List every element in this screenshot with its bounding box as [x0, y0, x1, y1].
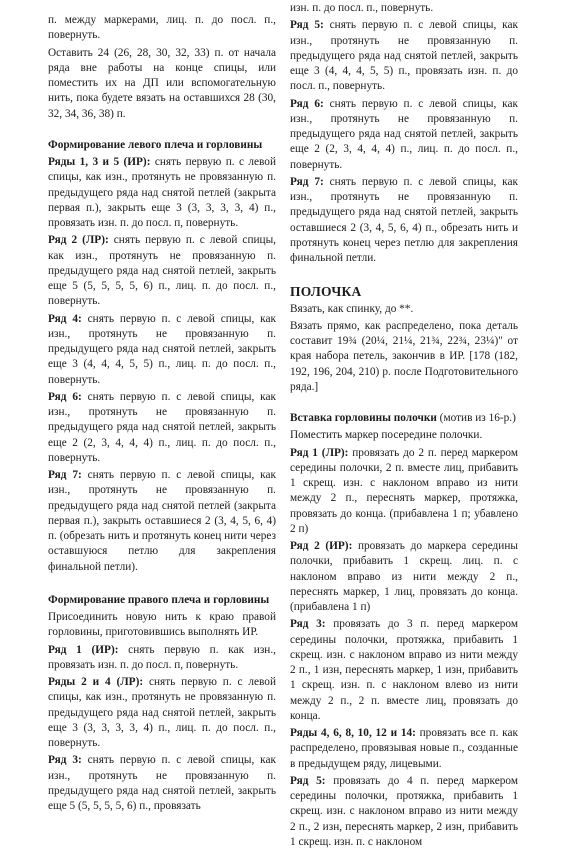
heading-bold: Вставка горловины полочки [290, 412, 437, 424]
row-label: Ряд 2 (ИР): [290, 540, 353, 552]
instruction-row [48, 643, 276, 674]
paragraph: Вязать, как спинку, до **. [290, 302, 414, 315]
row-text: снять первую п. с левой спицы, как изн., протянуть не провязанную п. предыдущего ряда над снятой петлей, закрыть еще 5 (5, 5, 5, 5, 6) п., провязать [48, 754, 276, 812]
right-column [290, 1, 518, 852]
paragraph: Вязать прямо, как распределено, пока деталь составит 19¾ (20¼, 21¼, 21¾, 22¾, 23¼)" от края набора петель, закончив в ИР. [178 (182, 192, 196, 204, 210) р. после Подготовительного ряда.] [290, 319, 518, 393]
row-label: Ряд 5: [290, 19, 324, 32]
instruction-row [290, 726, 518, 772]
row-text: провязать до 3 п. перед маркером середины полочки, протяжка, прибавить 1 скрещ. изн. с наклоном вправо из нити между 2 п., 1 изн, переснять маркер, 1 изн, прибавить 1 скрещ. изн. п. с наклоном влево из нити между 2 п., 2 п. вместе лиц, провязать до конца. [290, 618, 518, 722]
instruction-row [290, 539, 518, 615]
row-label: Ряд 7: [48, 469, 82, 481]
instruction-row [48, 753, 276, 814]
paragraph: Присоединить новую нить к краю правой горловины, приготовившись выполнять ИР. [48, 611, 276, 639]
row-label: Ряд 6: [48, 390, 82, 403]
instruction-row [290, 175, 518, 267]
section-title: ПОЛОЧКА [290, 284, 362, 300]
row-label: Ряд 7: [290, 175, 324, 188]
row-label: Ряды 4, 6, 8, 10, 12 и 14: [290, 727, 416, 739]
row-text: снять первую п. с левой спицы, как изн., протянуть не провязанную п. предыдущего ряда над снятой петлей, закрыть еще 2 (2, 3, 4, 4, 4) п., лиц. п. до посл. п., повернуть. [290, 97, 518, 171]
paragraph: п. между маркерами, лиц. п. до посл. п., повернуть. [48, 14, 276, 42]
row-text: снять первую п. с левой спицы, как изн., протянуть не провязанную п. предыдущего ряда над снятой петлей, закрыть еще 2 (2, 3, 4, 4, 4) п., лиц. п. до посл. п., повернуть. [48, 390, 276, 464]
instruction-row [48, 468, 276, 575]
row-text: снять первую п. с левой спицы, как изн., протянуть не провязанную п. предыдущего ряда над снятой петлей, закрыть еще 3 (4, 4, 4, 5, 5) п., лиц. п. до посл. п., повернуть. [48, 312, 276, 386]
row-text: провязать до 2 п. перед маркером середины полочки, 2 п. вместе лиц, прибавить 1 скрещ. изн. с наклоном вправо из нити между 2 п., переснять маркер, протяжка, провязать до конца. (прибавлена 1 п; убавлено 2 п) [290, 446, 518, 535]
row-label: Ряды 2 и 4 (ЛР): [48, 676, 144, 688]
row-label: Ряд 1 (ИР): [48, 643, 119, 656]
row-label: Ряды 1, 3 и 5 (ИР): [48, 156, 151, 168]
paragraph: Поместить маркер посередине полочки. [290, 429, 483, 442]
row-label: Ряд 1 (ЛР): [290, 446, 349, 459]
row-label: Ряд 3: [48, 754, 82, 767]
instruction-row [290, 617, 518, 724]
row-label: Ряд 4: [48, 312, 82, 325]
row-label: Ряд 5: [290, 774, 326, 787]
instruction-row [48, 675, 276, 751]
row-text: снять первую п. с левой спицы, как изн., протянуть не провязанную п. предыдущего ряда над снятой петлей, закрыть еще 3 (4, 4, 4, 5, 5) п., провязать изн. п. до посл. п., повернуть. [290, 19, 518, 93]
instruction-row [290, 97, 518, 173]
paragraph: Оставить 24 (26, 28, 30, 32, 33) п. от начала ряда вне работы на конце спицы, или поместить их на ДП или вспомогательную нить, пока будете вязать на оставшихся 28 (30, 32, 34, 36, 38) п. [48, 46, 276, 120]
row-text: провязать все п. как распределено, провязывая новые п., созданные в предыдущем ряду, лицевыми. [290, 727, 518, 770]
instruction-row [48, 312, 276, 388]
row-label: Ряд 2 (ЛР): [48, 234, 109, 247]
instruction-row [290, 446, 518, 538]
row-text: провязать до маркера середины полочки, прибавить 1 скрещ. лиц. п. с наклоном вправо из нити между 2 п., переснять маркер, 1 лиц, провязать до конца. (прибавлена 1 п) [290, 540, 518, 613]
row-label: Ряд 3: [290, 618, 326, 631]
row-text: снять первую п. с левой спицы, как изн., протянуть не провязанную п. предыдущего ряда над снятой петлей (закрыта первая п.), закрыть еще 3 (3, 3, 3, 3, 4) п., провязать изн. п. до посл. п, повернуть. [48, 156, 276, 229]
instruction-row [48, 233, 276, 309]
paragraph: изн. п. до посл. п., повернуть. [290, 2, 434, 14]
section-heading [290, 411, 518, 426]
section-heading: Формирование правого плеча и горловины [48, 593, 270, 606]
section-heading: Формирование левого плеча и горловины [48, 138, 263, 151]
row-text: снять первую п. как изн., провязать изн. п. до посл. п, повернуть. [48, 643, 276, 671]
row-text: снять первую п. с левой спицы, как изн., протянуть не провязанную п. предыдущего ряда над снятой петлей, закрыть еще 5 (5, 5, 5, 5, 6) п., лиц. п. до посл. п., повернуть. [48, 234, 276, 308]
row-text: снять первую п. с левой спицы, как изн., протянуть не провязанную п. предыдущего ряда над снятой петлей (закрыта первая п.), закрыть оставшиеся 2 (3, 4, 5, 6, 4) п. (обрезать нить и протянуть конец нити через оставшуюся петлю для закрепления финальной петли). [48, 469, 276, 573]
row-text: снять первую п. с левой спицы, как изн., протянуть не провязанную п. предыдущего ряда над снятой петлей, закрыть оставшиеся 2 (3, 4, 5, 6, 4) п., обрезать нить и протянуть конец через петлю для закрепления финальной петли. [290, 175, 518, 264]
instruction-row [48, 155, 276, 231]
heading-sub: (мотив из 16-р.) [436, 412, 516, 424]
row-text: снять первую п. с левой спицы, как изн., протянуть не провязанную п. предыдущего ряда над снятой петлей, закрыть еще 3 (3, 3, 3, 3, 4) п., лиц. п. до посл. п., повернуть. [48, 676, 276, 749]
row-label: Ряд 6: [290, 97, 324, 110]
instruction-row [290, 774, 518, 850]
row-text: провязать до 4 п. перед маркером середины полочки, протяжка, прибавить 1 скрещ. изн. с наклоном вправо из нити между 2 п., 2 изн, переснять маркер, 2 изн, прибавить 1 скрещ. изн. п. с наклоном [290, 774, 518, 848]
left-column [48, 13, 276, 816]
instruction-row [290, 18, 518, 94]
instruction-row [48, 390, 276, 466]
